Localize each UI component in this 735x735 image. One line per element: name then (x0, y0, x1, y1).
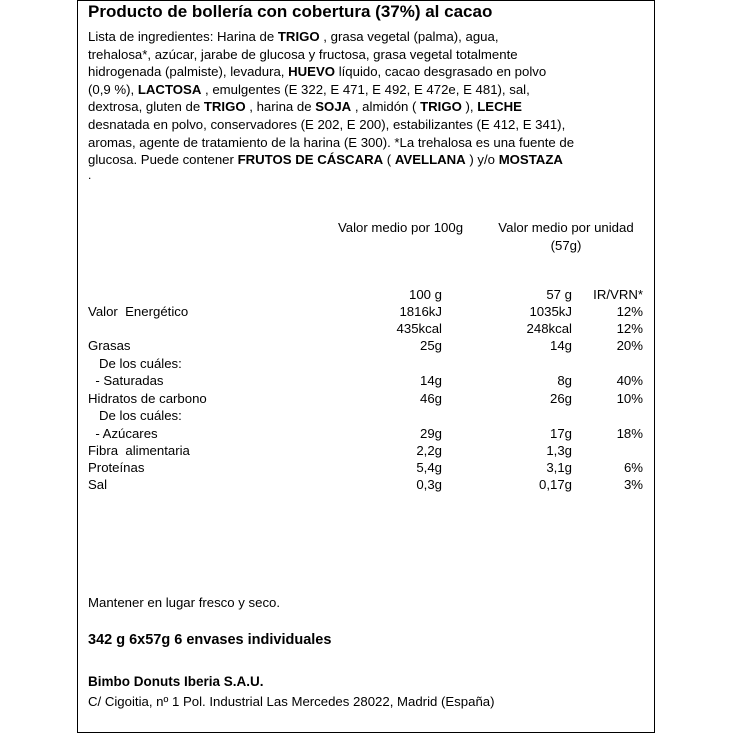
column-header-unit-line2: (57g) (550, 237, 582, 253)
value-unit: 1035kJ (529, 304, 572, 319)
ingredient-text: desnatada en polvo, conservadores (E 202, E 200), estabilizantes (E 412, E 341), (88, 116, 566, 132)
column-header-unit-line1: Valor medio por unidad (498, 220, 634, 235)
ingredient-text: Lista de ingredientes: Harina de (88, 29, 278, 44)
value-unit: 0,17g (538, 477, 572, 492)
storage-note: Mantener en lugar fresco y seco. (88, 595, 281, 610)
nutrient-label: Valor Energético (88, 304, 189, 319)
value-pct: 12% (616, 321, 643, 336)
table-row (0, 338, 735, 356)
ingredient-text: líquido, cacao desgrasado en polvo (335, 64, 547, 80)
product-title: Producto de bollería con cobertura (37%) al cacao (88, 2, 493, 21)
value-unit: 8g (557, 373, 572, 388)
ingredient-text: ( (383, 152, 395, 168)
ingredient-text: trehalosa*, azúcar, jarabe de glucosa y fructosa, grasa vegetal totalmente (88, 46, 518, 62)
value-unit: 3,1g (546, 460, 572, 475)
allergen-text: TRIGO (420, 99, 462, 115)
table-row (0, 356, 735, 374)
allergen-text: AVELLANA (394, 152, 466, 168)
net-weight: 342 g 6x57g 6 envases individuales (88, 632, 332, 648)
ingredient-text: hidrogenada (palmiste), levadura, (88, 64, 289, 80)
table-row (0, 477, 735, 495)
value-pct: 20% (616, 338, 643, 353)
allergen-text: TRIGO (203, 99, 246, 115)
value-100g: 2,2g (416, 443, 442, 458)
nutrient-label: Sal (88, 477, 108, 492)
allergen-text: TRIGO (277, 29, 320, 44)
value-100g: 0,3g (416, 477, 442, 492)
value-unit: 17g (549, 426, 572, 441)
value-100g: 46g (419, 391, 442, 406)
nutrient-label: Proteínas (88, 460, 145, 475)
value-100g: 5,4g (416, 460, 442, 475)
column-header-100g: Valor medio por 100g (337, 220, 464, 235)
nutrient-label: - Azúcares (88, 426, 158, 441)
table-row (0, 460, 735, 478)
subheader-100g: 100 g (408, 287, 442, 302)
company-address: C/ Cigoitia, nº 1 Pol. Industrial Las Mercedes 28022, Madrid (España) (88, 694, 495, 709)
value-unit: 1,3g (546, 443, 572, 458)
ingredient-text: , grasa vegetal (palma), agua, (319, 29, 499, 44)
nutrient-label: Hidratos de carbono (88, 391, 207, 406)
ingredient-text: ), (461, 99, 478, 115)
value-100g: 25g (419, 338, 442, 353)
table-row (0, 443, 735, 461)
value-pct: 12% (616, 304, 643, 319)
table-row (0, 426, 735, 444)
allergen-text: MOSTAZA (498, 152, 563, 168)
nutrient-label: - Saturadas (88, 373, 164, 388)
value-100g: 435kcal (396, 321, 442, 336)
value-100g: 1816kJ (399, 304, 442, 319)
value-pct: 10% (616, 391, 643, 406)
nutrient-label: Fibra alimentaria (88, 443, 190, 458)
table-row (0, 408, 735, 426)
value-pct: 40% (616, 373, 643, 388)
company-name: Bimbo Donuts Iberia S.A.U. (88, 674, 264, 689)
ingredient-text: , harina de (245, 99, 316, 115)
ingredient-text: (0,9 %), (88, 81, 138, 97)
nutrient-label: Grasas (88, 338, 131, 353)
table-row (0, 391, 735, 409)
ingredient-text: aromas, agente de tratamiento de la harina (E 300). *La trehalosa es una fuente de (88, 134, 575, 150)
value-100g: 14g (419, 373, 442, 388)
table-row (0, 321, 735, 339)
table-row (0, 373, 735, 391)
value-unit: 26g (549, 391, 572, 406)
nutrient-label: De los cuáles: (88, 408, 182, 423)
allergen-text: LACTOSA (137, 81, 202, 97)
ingredient-text: dextrosa, gluten de (88, 99, 204, 115)
allergen-text: LECHE (477, 99, 522, 115)
ingredients-trail: . (88, 168, 92, 182)
ingredient-text: , almidón ( (351, 99, 421, 115)
nutrient-label: De los cuáles: (88, 356, 182, 371)
table-subheader-row (0, 287, 735, 305)
value-pct: 3% (623, 477, 643, 492)
value-unit: 248kcal (526, 321, 572, 336)
ingredient-text: glucosa. Puede contener (88, 152, 238, 168)
value-pct: 18% (616, 426, 643, 441)
ingredient-text: , emulgentes (E 322, E 471, E 492, E 472e, E 481), sal, (201, 81, 530, 97)
value-100g: 29g (419, 426, 442, 441)
allergen-text: HUEVO (288, 64, 336, 80)
subheader-unit: 57 g (546, 287, 572, 302)
allergen-text: FRUTOS DE CÁSCARA (237, 152, 384, 168)
ingredient-text: ) y/o (465, 152, 499, 168)
table-row (0, 304, 735, 322)
subheader-pct: IR/VRN* (593, 287, 643, 302)
value-pct: 6% (623, 460, 643, 475)
allergen-text: SOJA (315, 99, 352, 115)
value-unit: 14g (549, 338, 572, 353)
